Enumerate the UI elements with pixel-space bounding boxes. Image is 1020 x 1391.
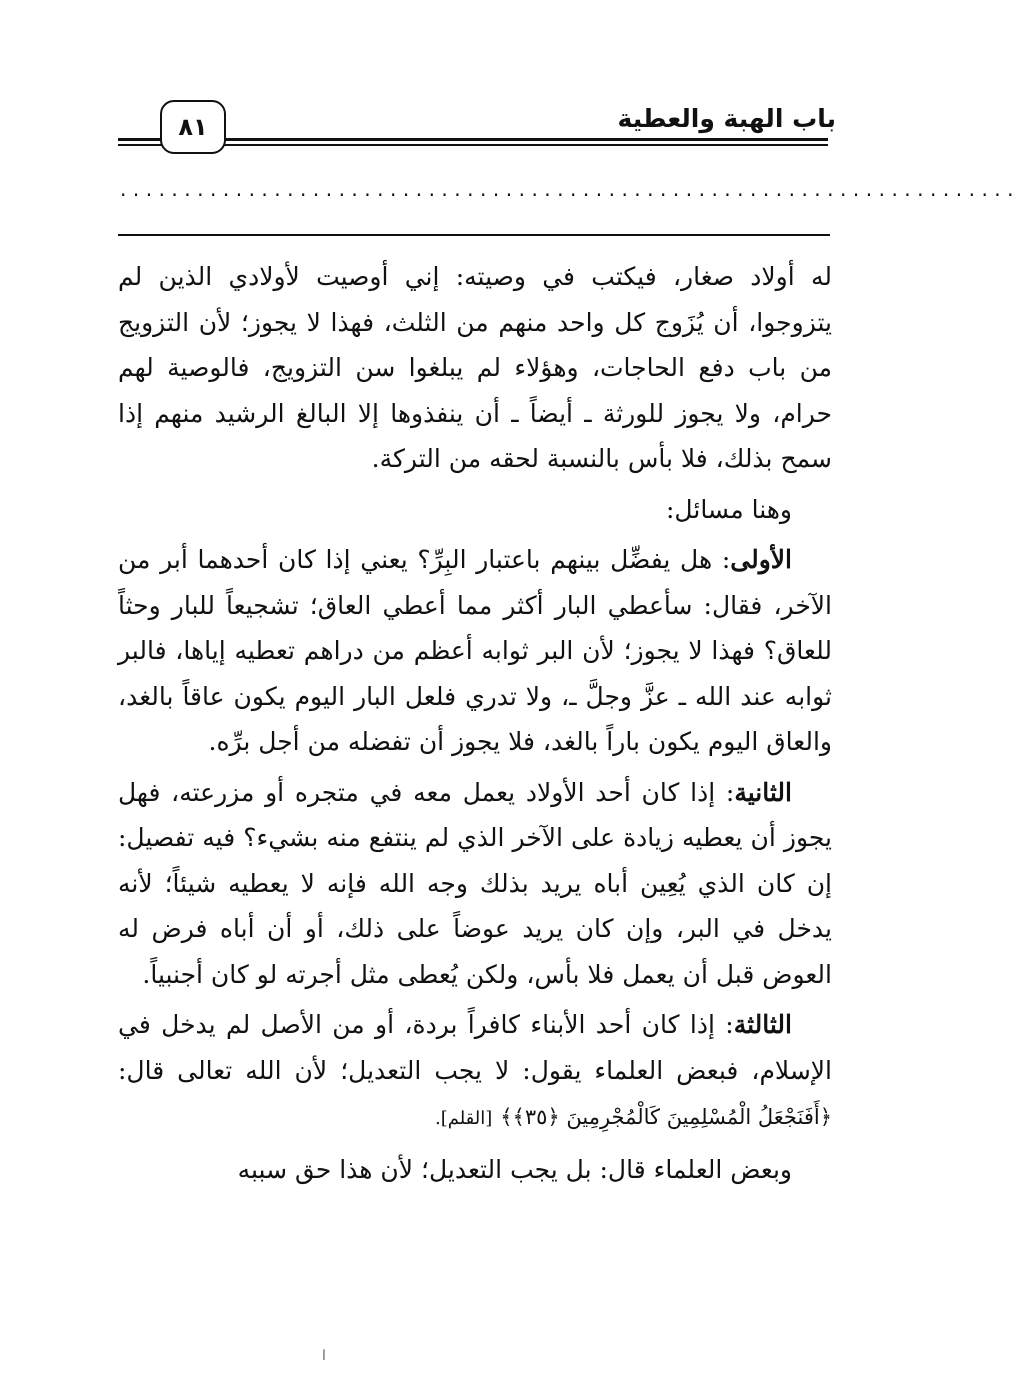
paragraph-third-issue: الثالثة: إذا كان أحد الأبناء كافراً بردة، أو من الأصل لم يدخل في الإسلام، فبعض العلماء يقول: لا يجب التعديل؛ لأن الله تعالى قال: ﴿أَفَنَجْعَلُ الْمُسْلِمِينَ كَالْمُجْرِمِينَ ﴿٣٥﴾﴾ [القلم]. xyxy=(118,1010,832,1129)
body-text xyxy=(118,254,832,1197)
paragraph-2: وهنا مسائل: xyxy=(666,494,792,524)
second-issue-heading: الثانية xyxy=(734,777,792,807)
header-rule-left-bottom xyxy=(118,144,162,146)
header-rule-left-top xyxy=(118,138,162,141)
header-rule-right-bottom xyxy=(224,144,828,146)
header-rule-right-top xyxy=(224,138,828,141)
chapter-title: باب الهبة والعطية xyxy=(617,104,836,133)
page-number-box xyxy=(160,100,226,154)
third-issue-heading: الثالثة xyxy=(733,1010,792,1039)
paragraph-first-issue: الأولى: هل يفضِّل بينهم باعتبار البِرِّ؟ يعني إذا كان أحدهما أبر من الآخر، فقال: سأعطي البار أكثر مما أعطي العاق؛ تشجيعاً للبار وحثاً للعاق؟ فهذا لا يجوز؛ لأن البر ثوابه أعظم من دراهم تعطيه إياها، فالبر ثوابه عند الله ـ عزَّ وجلَّ ـ، ولا تدري فلعل البار اليوم يكون عاقاً بالغد، والعاق اليوم يكون باراً بالغد، فلا يجوز أن تفضله من أجل برِّه. xyxy=(118,545,832,756)
paragraph-second-issue: الثانية: إذا كان أحد الأولاد يعمل معه في متجره أو مزرعته، فهل يجوز أن يعطيه زيادة على الآخر الذي لم ينتفع منه بشيء؟ فيه تفصيل: إن كان الذي يُعِين أباه يريد بذلك وجه الله فإنه لا يعطيه شيئاً؛ لأنه يدخل في البر، وإن كان يريد عوضاً على ذلك، أو أن أباه فرض له العوض قبل أن يعمل فلا بأس، ولكن يُعطى مثل أجرته لو كان أجنبياً. xyxy=(118,777,832,989)
surah-reference: [القلم]. xyxy=(434,1108,493,1129)
section-divider xyxy=(118,234,830,236)
paragraph-6: وبعض العلماء قال: بل يجب التعديل؛ لأن هذا حق سببه xyxy=(237,1154,792,1184)
footer-mark: ا xyxy=(322,1348,326,1364)
paragraph-1: له أولاد صغار، فيكتب في وصيته: إني أوصيت لأولادي الذين لم يتزوجوا، أن يُزَوج كل واحد منهم من الثلث، فهذا لا يجوز؛ لأن التزويج من باب دفع الحاجات، وهؤلاء لم يبلغوا سن التزويج، فالوصية لهم حرام، ولا يجوز للورثة ـ أيضاً ـ أن ينفذوها إلا البالغ الرشيد منهم إذا سمح بذلك، فلا بأس بالنسبة لحقه من التركة. xyxy=(118,262,832,473)
first-issue-heading: الأولى xyxy=(730,545,792,574)
quran-verse: ﴿أَفَنَجْعَلُ الْمُسْلِمِينَ كَالْمُجْرِمِينَ ﴿٣٥﴾﴾ xyxy=(500,1105,832,1129)
page-number: ٨١ xyxy=(178,113,208,141)
dotted-separator: ······································································ xyxy=(120,183,1020,207)
